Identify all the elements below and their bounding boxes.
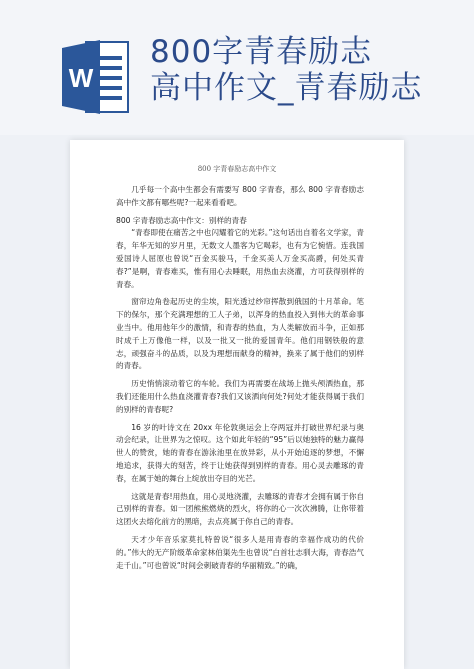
document-heading: 800 字青春励志高中作文 [197, 165, 277, 173]
document-page [70, 140, 404, 669]
paragraph: “青春即使在痛苦之中也闪耀着它的光彩。”这句话出自着名文学家，青春，年华无知的岁月里，无数文人墨客为它喝彩，也有为它惋惜。连我国爱国诗人屈原也曾说“百金买骏马，千金买美人万金买高爵，何处买青春?”是啊，青春难买，惟有用心去睡眠，用热血去浇灌，方可获得别样的青春。 [116, 228, 364, 289]
paragraph: 窗帘边角卷起历史的尘埃，阳光透过纱帘挥散到俄国的十月革命。笔下的保尔，那个充满理想的工人子弟，以浑身的热血投入到伟大的革命事业当中。他用他年少的激情，和青春的热血，为人类解放而斗争，正如那时成千上万像他一样，以及一批又一批的爱国青年。他们用钢铁般的意志，顽强奋斗的品质，以及为理想而献身的精神，换来了属于他们的别样的青春。 [116, 297, 364, 371]
word-logo-letter: W [68, 63, 94, 93]
section-subheading: 800 字青春励志高中作文：别样的青春 [116, 215, 247, 225]
paragraph: 天才少年音乐家莫扎特曾说“很多人是用青春的幸福作成功的代价的。”伟大的无产阶级革命家林伯渠先生也曾说“白首壮志驯大海，青春浩气走千山。”可也曾说“时间会刺破青春的华丽精致。”的确， [116, 534, 364, 570]
page-title [150, 34, 468, 106]
paragraph: 16 岁的叶诗文在 20xx 年伦敦奥运会上夺两冠并打破世界纪录与奥动会纪录，让世界为之惊叹。这个如此年轻的“95”后以她独特的魅力赢得世人的赞赏，她的青春在游泳池里在放异彩，从小开始追逐的梦想，不懈地追求，获得大的刻苦，终于让她获得到别样的青春。用心灵去雕琢的青春，在属于她的舞台上绽放出夺目的光芒。 [116, 422, 364, 483]
header-banner [0, 0, 474, 135]
paragraph: 历史悄悄滚动着它的车轮。我们为再需要在战场上抛头颅洒热血，那我们还能用什么热血浇灌青春?我们又该洒向何处?何处才能获得属于我们的别样的青春呢? [116, 379, 364, 414]
paragraph: 几乎每一个高中生都会有需要写 800 字青春，那么 800 字青春励志高中作文都有哪些呢?一起来看看吧。 [116, 185, 364, 207]
paragraph: 这就是青春!用热血，用心灵地浇灌，去雕琢的青春才会拥有属于你自己别样的青春。如一团熊熊燃烧的烈火，将你的心一次次沸腾，让你带着这团火去熔化前方的黑暗，去点亮属于你自己的青春。 [116, 491, 364, 527]
word-document-icon [60, 36, 132, 118]
title-line-2: 高中作文_青春励志 [150, 70, 423, 106]
title-line-1: 800字青春励志 [150, 34, 373, 70]
document-body [116, 184, 364, 577]
